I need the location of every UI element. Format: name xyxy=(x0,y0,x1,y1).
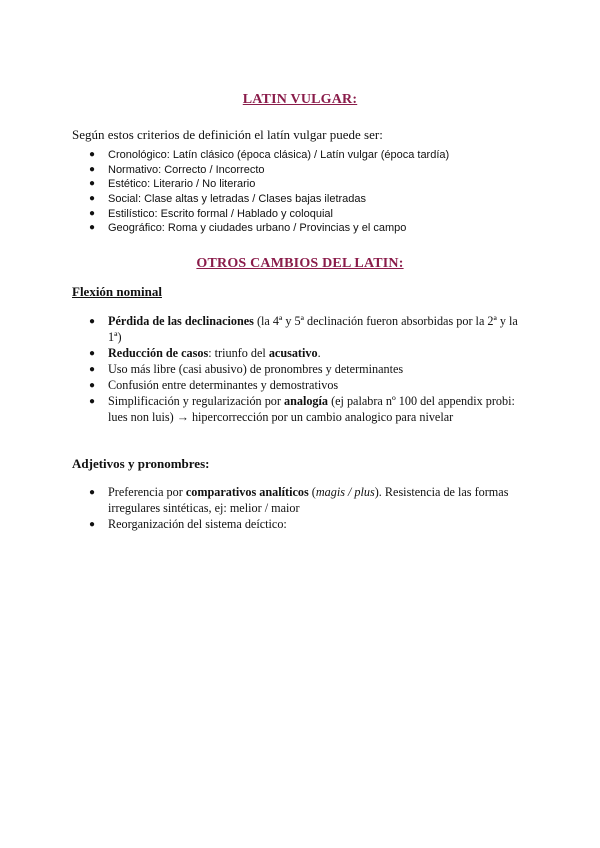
list-item-text: ( xyxy=(308,485,316,499)
term-bold: Reducción de casos xyxy=(108,346,209,360)
list-item-text: (la 4ª y 5ª declinación fueron absorbidas por la 2ª y la 1ª) xyxy=(108,314,518,344)
heading-flexion-nominal: Flexión nominal xyxy=(72,284,162,299)
title-otros-cambios: OTROS CAMBIOS DEL LATIN: xyxy=(196,256,404,271)
list-item-text: . xyxy=(317,346,321,360)
term-bold: analogía xyxy=(283,394,329,408)
bullet-icon: ● xyxy=(89,380,96,391)
bullet-icon: ● xyxy=(89,396,96,407)
bullet-icon: ● xyxy=(89,487,96,498)
list-item xyxy=(89,177,449,192)
term-italic: magis / plus xyxy=(315,485,375,499)
list-item-text: Uso más libre (casi abusivo) de pronombres y determinantes xyxy=(108,362,404,376)
list-item-text: Estético: Literario / No literario xyxy=(108,178,256,191)
list-item-text: Normativo: Correcto / Incorrecto xyxy=(108,163,265,176)
list-item xyxy=(89,313,528,345)
term-bold: comparativos analíticos xyxy=(185,485,309,499)
list-item xyxy=(89,207,449,222)
list-item xyxy=(89,345,528,361)
list-item-text: Preferencia por xyxy=(108,485,186,499)
list-item-text: Reorganización del sistema deíctico: xyxy=(108,517,287,531)
list-item-text: Geográfico: Roma y ciudades urbano / Provincias y el campo xyxy=(108,222,407,235)
bullet-icon: ● xyxy=(89,348,96,359)
bullet-icon: ● xyxy=(89,178,96,190)
list-item-text: Simplificación y regularización por xyxy=(108,394,284,408)
list-item-text: (ej palabra nº 100 del appendix probi: lues non luis) → hipercorrección por un cambio analogico para nivelar xyxy=(108,394,515,424)
adjetivos-list xyxy=(89,484,528,532)
list-item-text: Confusión entre determinantes y demostrativos xyxy=(108,378,339,392)
list-item xyxy=(89,148,450,163)
list-item xyxy=(89,484,528,516)
list-item-text: Cronológico: Latín clásico (época clásica) / Latín vulgar (época tardía) xyxy=(108,149,450,161)
list-item xyxy=(89,516,528,532)
flexion-list xyxy=(89,313,528,425)
list-item xyxy=(89,361,528,377)
list-item xyxy=(89,163,449,178)
bullet-icon: ● xyxy=(89,193,96,205)
list-item-text: Social: Clase altas y letradas / Clases bajas iletradas xyxy=(108,193,367,206)
bullet-icon: ● xyxy=(89,222,96,234)
list-item xyxy=(89,377,528,393)
list-item xyxy=(89,393,528,425)
list-item xyxy=(89,192,449,207)
list-item xyxy=(89,221,449,236)
bullet-icon: ● xyxy=(89,163,96,175)
list-item-text: ). Resistencia de las formas irregulares sintéticas, ej: melior / maior xyxy=(108,485,509,515)
term-bold: acusativo xyxy=(268,346,318,360)
list-item-text: Estilístico: Escrito formal / Hablado y coloquial xyxy=(108,207,333,220)
bullet-icon: ● xyxy=(89,316,96,327)
bullet-icon: ● xyxy=(89,207,96,219)
bullet-icon: ● xyxy=(89,149,96,160)
title-latin-vulgar: LATIN VULGAR: xyxy=(242,92,358,107)
criteria-list xyxy=(89,148,450,236)
term-bold: Pérdida de las declinaciones xyxy=(108,314,254,328)
bullet-icon: ● xyxy=(89,364,96,375)
list-item-text: : triunfo del xyxy=(208,346,269,360)
intro-text: Según estos criterios de definición el latín vulgar puede ser: xyxy=(72,127,383,142)
heading-adjetivos: Adjetivos y pronombres: xyxy=(72,456,210,471)
bullet-icon: ● xyxy=(89,519,96,530)
